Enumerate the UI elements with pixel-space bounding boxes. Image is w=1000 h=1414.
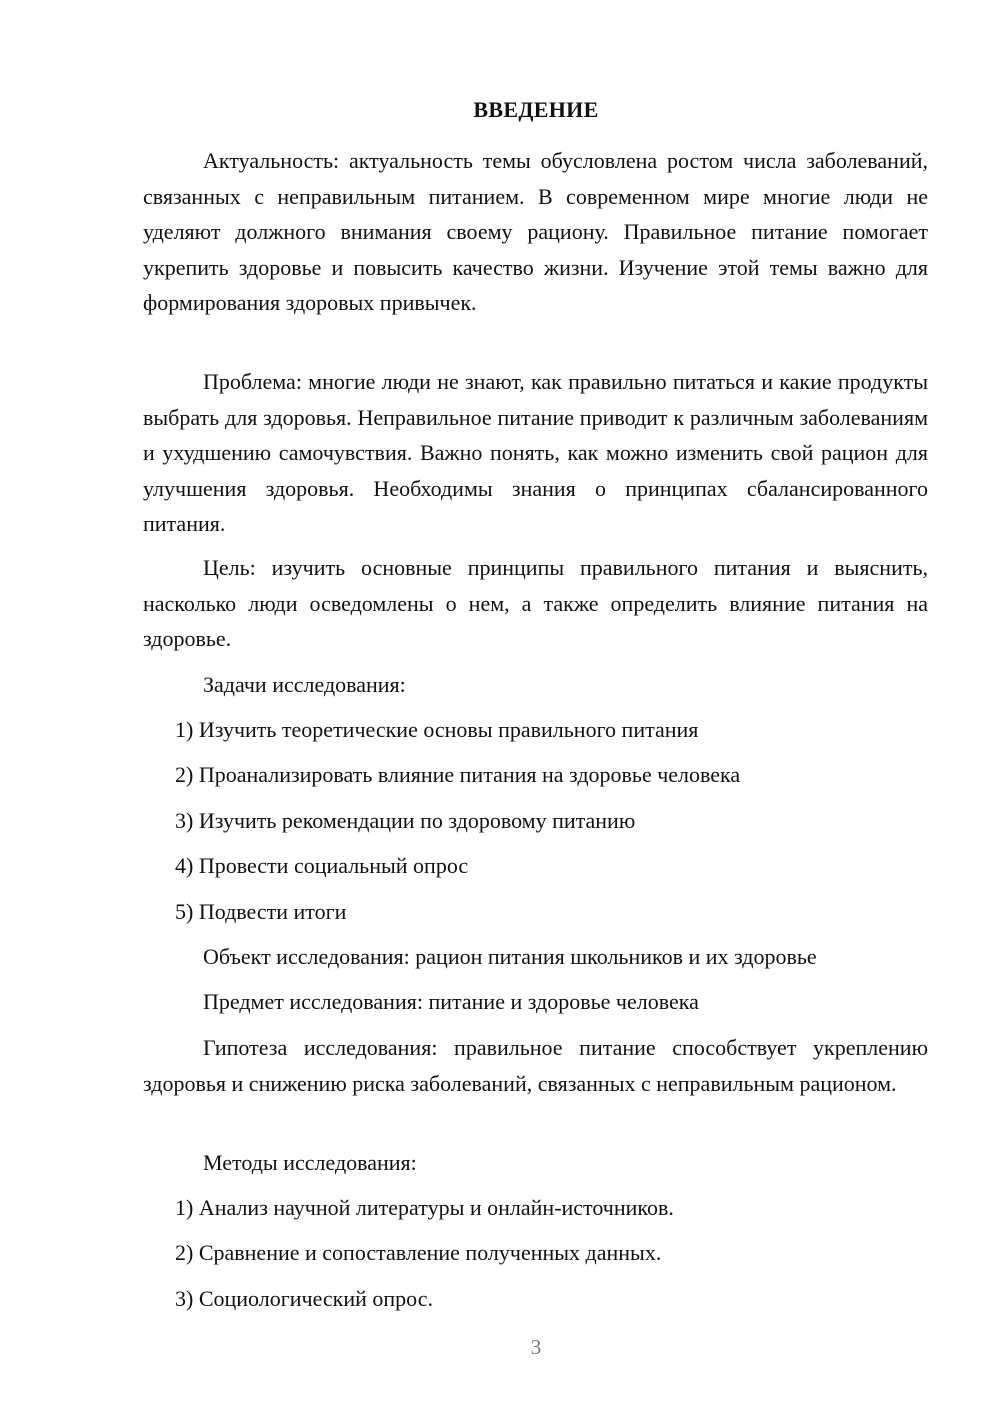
hypothesis-paragraph: Гипотеза исследования: правильное питание способствует укреплению здоровья и снижению риска заболеваний, связанных с неправильным рационом.: [143, 1035, 928, 1096]
method-item: 1) Анализ научной литературы и онлайн-источников.: [175, 1195, 674, 1220]
research-object: Объект исследования: рацион питания школьников и их здоровье: [203, 944, 817, 969]
methods-title: Методы исследования:: [203, 1150, 417, 1175]
section-heading: ВВЕДЕНИЕ: [473, 97, 599, 122]
task-item: 2) Проанализировать влияние питания на здоровье человека: [175, 762, 741, 787]
page-number: 3: [530, 1335, 542, 1359]
problem-paragraph: Проблема: многие люди не знают, как правильно питаться и какие продукты выбрать для здоровья. Неправильное питание приводит к различным заболеваниям и ухудшению самочувствия. Важно понять, как можно изменить свой рацион для улучшения здоровья. Необходимы знания о принципах сбалансированного питания.: [143, 369, 928, 536]
task-item: 5) Подвести итоги: [175, 899, 347, 924]
relevance-paragraph: Актуальность: актуальность темы обусловлена ростом числа заболеваний, связанных с неправильным питанием. В современном мире многие люди не уделяют должного внимания своему рациону. Правильное питание помогает укрепить здоровье и повысить качество жизни. Изучение этой темы важно для формирования здоровых привычек.: [143, 148, 928, 315]
task-item: 4) Провести социальный опрос: [175, 853, 469, 878]
method-item: 3) Социологический опрос.: [175, 1286, 433, 1311]
method-item: 2) Сравнение и сопоставление полученных данных.: [175, 1240, 662, 1265]
research-subject: Предмет исследования: питание и здоровье человека: [203, 989, 699, 1014]
goal-paragraph: Цель: изучить основные принципы правильного питания и выяснить, насколько люди осведомлены о нем, а также определить влияние питания на здоровье.: [143, 555, 928, 651]
task-item: 3) Изучить рекомендации по здоровому питанию: [175, 808, 636, 833]
task-item: 1) Изучить теоретические основы правильного питания: [175, 717, 699, 742]
tasks-title: Задачи исследования:: [203, 672, 406, 697]
